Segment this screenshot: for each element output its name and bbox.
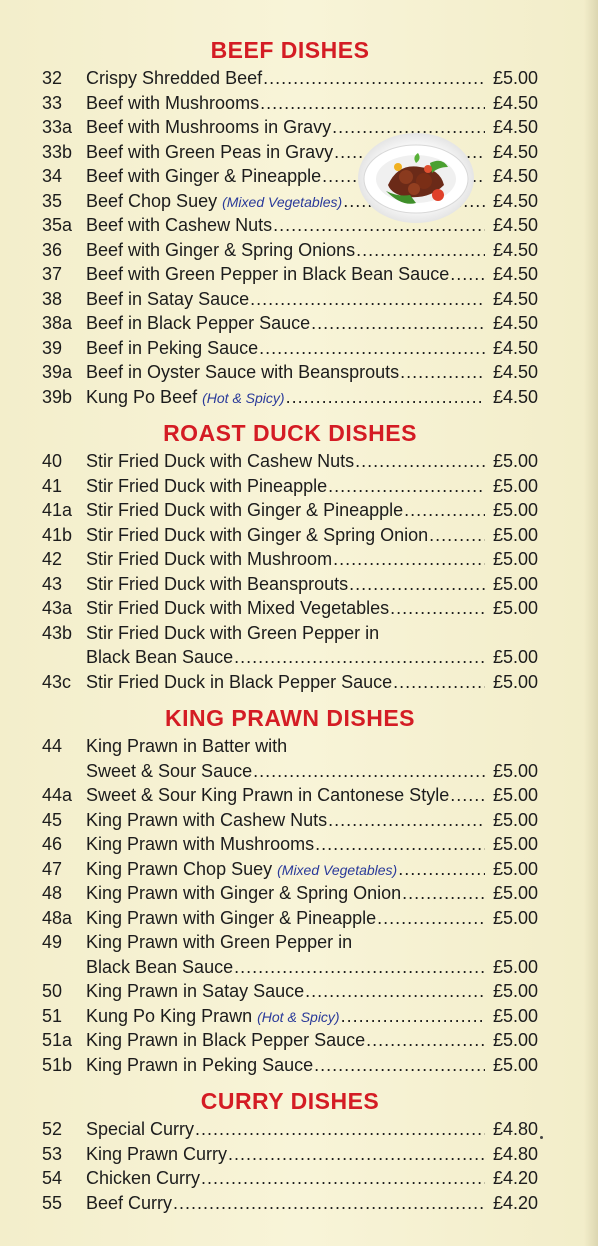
menu-item [42,498,538,523]
menu-item [42,66,538,91]
item-name: Stir Fried Duck with Pineapple [86,475,328,496]
item-number: 47 [42,858,63,879]
menu-item [42,979,538,1004]
leader-dots [366,1028,485,1052]
item-price: £5.00 [492,68,538,88]
item-name: Beef in Black Pepper Sauce [86,313,311,333]
item-number: 33 [42,92,63,113]
item-price: £5.00 [492,1005,538,1026]
item-number: 34 [42,166,63,186]
menu-item [42,1117,538,1142]
item-price: £4.50 [492,166,538,186]
leader-dots [173,1191,485,1215]
item-name: Beef in Satay Sauce [86,288,250,309]
menu-item [42,360,538,385]
item-price: £4.50 [492,288,538,309]
leader-dots [400,360,485,384]
leader-dots [273,213,485,237]
item-name: Chicken Curry [86,1168,201,1188]
menu-section [42,704,538,1077]
menu-item [42,1004,538,1029]
item-name-group [86,523,428,547]
item-name-group [86,311,310,335]
item-price: £4.20 [492,1168,538,1188]
item-name-group [86,66,262,90]
item-price: £5.00 [492,1054,538,1075]
menu-item [42,621,538,646]
item-name: King Prawn with Ginger & Spring Onion [86,883,402,903]
item-name-group [86,572,348,596]
item-number: 35a [42,215,73,235]
item-name-group [86,449,354,473]
item-name-group [86,213,272,237]
item-price: £4.50 [492,337,538,358]
item-note: (Hot & Spicy) [202,389,285,406]
item-price: £4.50 [492,117,538,137]
menu-item [42,474,538,499]
menu-item [42,930,538,955]
item-price: £5.00 [492,475,538,496]
page-speck [540,1136,543,1139]
item-number: 49 [42,932,63,952]
item-name-group [86,906,376,930]
item-name: King Prawn in Black Pepper Sauce [86,1030,366,1050]
item-name-group [86,857,397,882]
item-name-group [86,91,259,115]
leader-dots [311,311,485,335]
item-name-group [86,1142,227,1166]
item-number: 42 [42,549,63,569]
item-name-group [86,115,331,139]
item-name-group [86,385,285,410]
item-price: £4.50 [492,386,538,407]
item-number: 41b [42,524,73,545]
leader-dots [260,91,485,115]
menu-item [42,449,538,474]
item-name-group [86,979,304,1003]
item-number: 41a [42,500,73,520]
menu-item [42,523,538,548]
item-note: (Hot & Spicy) [257,1008,340,1025]
leader-dots [315,832,485,856]
item-name: Beef with Green Peas in Gravy [86,141,334,162]
item-number: 51b [42,1054,73,1075]
leader-dots [393,670,485,694]
menu-item [42,596,538,621]
item-number: 41 [42,475,63,496]
menu-item [42,238,538,263]
item-price: £4.50 [492,313,538,333]
item-price: £4.50 [492,190,538,211]
item-number: 32 [42,68,63,88]
item-name: Kung Po Beef [86,386,198,407]
item-number: 40 [42,451,63,471]
menu-item [42,808,538,833]
item-name-group [86,164,321,188]
leader-dots [355,449,485,473]
item-name-group [86,1028,365,1052]
item-number: 44 [42,736,63,756]
leader-dots [450,262,485,286]
item-name: King Prawn Curry [86,1143,228,1164]
item-name-group [86,189,342,214]
menu-content [42,36,538,1225]
item-price: £5.00 [492,573,538,594]
menu-item [42,670,538,695]
item-price: £5.00 [492,671,538,692]
item-price: £5.00 [492,981,538,1001]
menu-section [42,1087,538,1215]
item-name-group [86,1191,172,1215]
item-number: 36 [42,239,63,260]
item-name-group [86,360,399,384]
leader-dots [349,572,485,596]
item-name: Beef with Mushrooms in Gravy [86,117,332,137]
item-price: £5.00 [492,524,538,545]
item-name: Beef with Mushrooms [86,92,260,113]
item-price: £4.50 [492,92,538,113]
item-price: £5.00 [492,598,538,618]
leader-dots [250,287,485,311]
leader-dots [253,759,485,783]
item-name-group [86,783,449,807]
item-name-line2: Black Bean Sauce [86,647,234,667]
item-number: 33b [42,141,73,162]
item-price: £5.00 [492,809,538,830]
leader-dots [328,808,485,832]
item-number: 52 [42,1119,63,1139]
item-name-group [86,1117,194,1141]
item-name: King Prawn in Satay Sauce [86,981,305,1001]
leader-dots [195,1117,485,1141]
item-name: Crispy Shredded Beef [86,68,263,88]
item-name: King Prawn with Ginger & Pineapple [86,907,377,928]
item-name: Beef with Ginger & Pineapple [86,166,322,186]
item-name: Sweet & Sour King Prawn in Cantonese Style [86,785,450,805]
item-note: (Mixed Vegetables) [222,193,343,210]
item-name: Beef with Ginger & Spring Onions [86,239,356,260]
item-name: Special Curry [86,1119,195,1139]
item-name: King Prawn with Cashew Nuts [86,809,328,830]
item-name: Stir Fried Duck with Beansprouts [86,573,349,594]
item-price: £5.00 [492,500,538,520]
menu-item [42,213,538,238]
item-number: 38 [42,288,63,309]
item-number: 55 [42,1192,63,1213]
item-number: 39b [42,386,73,407]
leader-dots [201,1166,485,1190]
item-price: £5.00 [492,907,538,928]
item-number: 44a [42,785,73,805]
item-number: 50 [42,981,63,1001]
menu-item [42,1142,538,1167]
item-name-group [86,287,249,311]
leader-dots [450,783,485,807]
menu-item [42,783,538,808]
menu-item [42,1053,538,1078]
menu-item-continued [42,955,538,980]
menu-item [42,906,538,931]
menu-item [42,385,538,410]
menu-section [42,419,538,694]
item-name: Stir Fried Duck with Ginger & Spring Onion [86,524,429,545]
item-name: Beef with Green Pepper in Black Bean Sauce [86,264,450,284]
item-name: Beef with Cashew Nuts [86,215,273,235]
item-name-group [86,670,392,694]
item-name-group [86,832,314,856]
item-note: (Mixed Vegetables) [277,861,398,878]
item-name-group [86,881,401,905]
menu-item [42,857,538,882]
item-price: £4.50 [492,264,538,284]
item-name: Kung Po King Prawn [86,1005,253,1026]
menu-item [42,336,538,361]
item-number: 46 [42,834,63,854]
item-number: 45 [42,809,63,830]
menu-item [42,1028,538,1053]
leader-dots [377,906,485,930]
menu-item-continued [42,645,538,670]
item-price: £5.00 [492,956,538,977]
item-name-group [86,474,327,498]
menu-item [42,734,538,759]
leader-dots [314,1053,485,1077]
item-name-group [86,1053,313,1077]
item-number: 38a [42,313,73,333]
item-name-group [86,1166,200,1190]
leader-dots [328,474,485,498]
item-name-group [86,808,327,832]
item-number: 51 [42,1005,63,1026]
item-number: 54 [42,1168,63,1188]
item-price: £4.50 [492,239,538,260]
beef-dish-photo [358,133,474,223]
item-number: 33a [42,117,73,137]
item-price: £5.00 [492,451,538,471]
leader-dots [286,385,485,409]
item-name: King Prawn Chop Suey [86,858,273,879]
leader-dots [390,596,485,620]
item-name: Stir Fried Duck with Cashew Nuts [86,451,355,471]
item-number: 53 [42,1143,63,1164]
leader-dots [234,645,485,669]
leader-dots [398,857,485,881]
item-price: £5.00 [492,647,538,667]
item-price: £4.80 [492,1143,538,1164]
section-heading: ROAST DUCK DISHES [163,420,417,446]
item-price: £4.50 [492,141,538,162]
item-name-group [86,596,389,620]
item-number: 48a [42,907,73,928]
item-name: Stir Fried Duck with Mixed Vegetables [86,598,390,618]
item-number: 43b [42,622,73,643]
menu-item [42,311,538,336]
item-number: 37 [42,264,63,284]
leader-dots [263,66,485,90]
leader-dots [333,547,485,571]
item-price: £5.00 [492,785,538,805]
leader-dots [402,881,485,905]
menu-item [42,547,538,572]
menu-item [42,115,538,140]
item-price: £5.00 [492,1030,538,1050]
leader-dots [259,336,485,360]
item-name: Stir Fried Duck with Mushroom [86,549,333,569]
item-name: King Prawn in Batter with [86,736,288,756]
item-price: £4.80 [492,1119,538,1139]
item-price: £5.00 [492,549,538,569]
item-name: King Prawn with Green Pepper in [86,932,353,952]
leader-dots [234,955,485,979]
item-number: 43 [42,573,63,594]
item-price: £5.00 [492,834,538,854]
item-name: King Prawn in Peking Sauce [86,1054,314,1075]
item-name: Stir Fried Duck in Black Pepper Sauce [86,671,393,692]
item-name-group [86,498,403,522]
item-name-group [86,262,449,286]
page-edge-shadow [584,0,598,1246]
item-name-line2: Black Bean Sauce [86,956,234,977]
item-name-line2: Sweet & Sour Sauce [86,760,253,781]
item-price: £5.00 [492,858,538,879]
item-name-group [86,1004,340,1029]
item-number: 43a [42,598,73,618]
leader-dots [228,1142,485,1166]
item-name: Beef Chop Suey [86,190,218,211]
leader-dots [404,498,485,522]
section-heading: CURRY DISHES [200,1088,380,1114]
item-number: 35 [42,190,63,211]
item-price: £5.00 [492,883,538,903]
item-name-group [86,547,332,571]
item-number: 43c [42,671,72,692]
item-price: £4.50 [492,215,538,235]
section-heading: KING PRAWN DISHES [164,705,416,731]
item-name: Beef Curry [86,1192,173,1213]
item-name-group [86,140,333,164]
item-price: £5.00 [492,760,538,781]
item-number: 39 [42,337,63,358]
leader-dots [341,1004,485,1028]
item-name: Stir Fried Duck with Green Pepper in [86,622,380,643]
item-name: King Prawn with Mushrooms [86,834,315,854]
menu-item [42,287,538,312]
section-heading: BEEF DISHES [210,37,370,63]
item-name: Beef in Oyster Sauce with Beansprouts [86,362,400,382]
menu-item-continued [42,759,538,784]
menu-item [42,572,538,597]
item-name-group [86,336,258,360]
item-name: Stir Fried Duck with Ginger & Pineapple [86,500,404,520]
item-price: £4.50 [492,362,538,382]
item-number: 48 [42,883,63,903]
item-number: 39a [42,362,73,382]
menu-item [42,881,538,906]
item-name-group [86,238,355,262]
leader-dots [429,523,485,547]
item-price: £4.20 [492,1192,538,1213]
menu-item [42,1191,538,1216]
item-number: 51a [42,1030,73,1050]
menu-section [42,36,538,409]
leader-dots [305,979,485,1003]
menu-item [42,262,538,287]
menu-item [42,1166,538,1191]
menu-item [42,91,538,116]
item-name: Beef in Peking Sauce [86,337,259,358]
leader-dots [356,238,485,262]
menu-item [42,832,538,857]
